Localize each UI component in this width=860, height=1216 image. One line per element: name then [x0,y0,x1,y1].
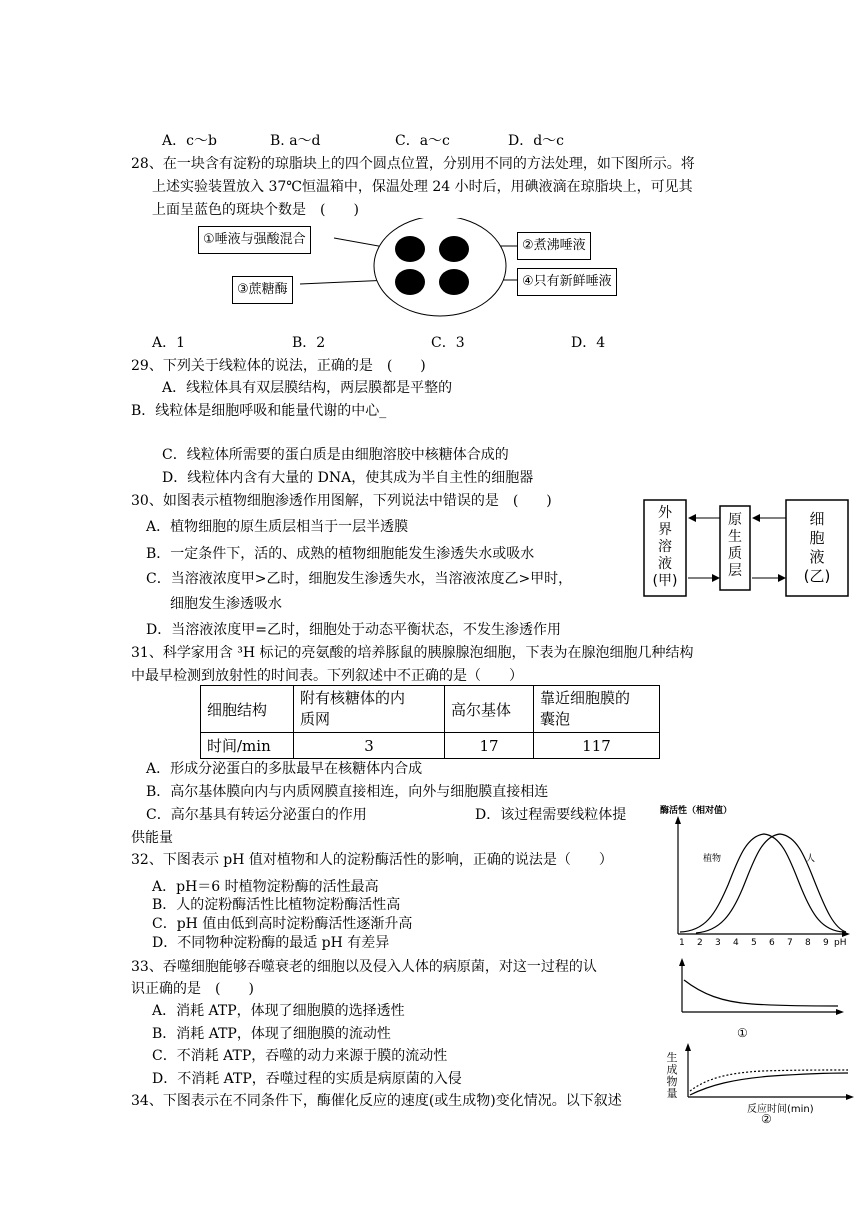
dot-1 [395,236,425,262]
q28-stem-line1: 28、在一块含有淀粉的琼脂块上的四个圆点位置，分别用不同的方法处理，如下图所示。将 [131,156,695,172]
q34-figure-2 [682,1043,858,1107]
q32-chart-xtick-9: 9 [823,938,829,948]
q31-option-b: B．高尔基体膜向内与内质网膜直接相连，向外与细胞膜直接相连 [146,784,549,800]
q32-chart-xtick-6: 6 [769,938,775,948]
q32-chart-xtick-8: 8 [805,938,811,948]
q30-cell-sap-label: 细 胞 液 (乙) [803,510,831,585]
q31-row-label: 时间/min [201,733,294,759]
q31-header-vesicle: 靠近细胞膜的 囊泡 [534,686,660,733]
q31-table [200,685,660,759]
q28-option-d: D．4 [571,335,606,351]
q32-option-b: B．人的淀粉酶活性比植物淀粉酶活性高 [152,897,401,913]
q31-cell-golgi: 17 [445,733,534,759]
q31-header-golgi: 高尔基体 [445,686,534,733]
q32-option-d: D．不同物种淀粉酶的最适 pH 有差异 [152,935,390,951]
q28-option-a: A．1 [152,335,186,351]
q28-stem-line2: 上述实验装置放入 37℃恒温箱中，保温处理 24 小时后，用碘液滴在琼脂块上，可见其 [152,179,693,195]
q33-option-b: B．消耗 ATP，体现了细胞膜的流动性 [152,1026,391,1042]
q32-chart-xtick-4: 4 [733,938,739,948]
q30-stem: 30、如图表示植物细胞渗透作用图解，下列说法中错误的是 ( ) [131,493,552,509]
q31-header-structure: 细胞结构 [201,686,294,733]
q33-option-c: C．不消耗 ATP，吞噬的动力来源于膜的流动性 [152,1048,448,1064]
q31-stem-line2: 中最早检测到放射性的时间表。下列叙述中不正确的是（ ） [131,668,523,684]
fig1-curve [684,980,838,1006]
q32-enzyme-ph-chart [660,800,856,956]
q30-outer-solution-label: 外 界 溶 液 (甲) [652,505,678,589]
q32-chart-xtick-3: 3 [715,938,721,948]
q31-option-d-line2: 供能量 [131,830,173,846]
q32-chart-xtick-5: 5 [751,938,757,948]
q33-stem-line1: 33、吞噬细胞能够吞噬衰老的细胞以及侵入人体的病原菌，对这一过程的认 [131,959,597,975]
q32-stem: 32、下图表示 pH 值对植物和人的淀粉酶活性的影响，正确的说法是（ ） [131,852,613,868]
q32-chart-xtick-7: 7 [787,938,793,948]
q30-option-d: D．当溶液浓度甲=乙时，细胞处于动态平衡状态，不发生渗透作用 [146,622,561,638]
q29-stem: 29、下列关于线粒体的说法，正确的是 ( ) [131,358,426,374]
q31-stem-line1: 31、科学家用含 ³H 标记的亮氨酸的培养豚鼠的胰腺腺泡细胞，下表为在腺泡细胞几种结构 [131,645,694,661]
q31-option-a: A．形成分泌蛋白的多肽最早在核糖体内合成 [146,761,423,777]
agar-block [374,218,506,316]
q27-option-d: D．d～c [508,133,565,149]
dot-3 [395,269,425,295]
q30-protoplasm-layer-label: 原 生 质 层 [728,512,742,579]
q31-option-d-line1: D．该过程需要线粒体提 [475,807,627,823]
plant-curve [680,834,844,932]
q32-option-a: A．pH＝6 时植物淀粉酶的活性最高 [152,879,379,895]
q32-chart-ylabel: 酶活性（相对值） [660,806,733,816]
q32-chart-human-label: 人 [806,854,816,864]
q28-option-b: B．2 [292,335,326,351]
q32-chart-xtick-1: 1 [679,938,685,948]
q28-label-3: ③蔗糖酶 [232,276,293,304]
q28-option-c: C．3 [431,335,465,351]
q27-option-b: B. a～d [270,133,321,149]
q27-option-a: A．c～b [162,133,217,149]
q34-figure-2-ylabel: 生 成 物 量 [666,1051,678,1100]
q34-stem: 34、下图表示在不同条件下，酶催化反应的速度(或生成物)变化情况。以下叙述 [131,1093,622,1109]
q29-option-c: C．线粒体所需要的蛋白质是由细胞溶胶中核糖体合成的 [162,447,509,463]
q34-figure-2-xlabel: 反应时间(min) [747,1104,814,1115]
q32-chart-xunit: pH [834,938,847,948]
q30-option-c-line1: C．当溶液浓度甲>乙时，细胞发生渗透失水，当溶液浓度乙>甲时， [146,571,573,587]
q28-stem-line3: 上面呈蓝色的斑块个数是 ( ) [152,202,359,218]
q34-figure-1-label: ① [737,1026,748,1040]
q30-option-a: A．植物细胞的原生质层相当于一层半透膜 [146,519,409,535]
human-curve [696,834,846,933]
q31-header-er: 附有核糖体的内 质网 [294,686,445,733]
q28-label-1: ①唾液与强酸混合 [198,226,311,254]
q32-chart-plant-label: 植物 [703,854,722,864]
q29-option-b: B．线粒体是细胞呼吸和能量代谢的中心_ [131,403,387,419]
q29-option-d: D．线粒体内含有大量的 DNA，使其成为半自主性的细胞器 [162,470,534,486]
dot-4 [439,269,469,295]
q29-option-a: A．线粒体具有双层膜结构，两层膜都是平整的 [162,380,453,396]
q34-figure-1 [672,958,848,1020]
q33-option-a: A．消耗 ATP，体现了细胞膜的选择透性 [152,1003,405,1019]
q27-option-c: C．a～c [395,133,450,149]
q34-figure-2-label: ② [761,1112,772,1126]
q33-option-d: D．不消耗 ATP，吞噬过程的实质是病原菌的入侵 [152,1071,462,1087]
q32-option-c: C．pH 值由低到高时淀粉酶活性逐渐升高 [152,916,413,932]
fig2-solid-curve [690,1073,848,1095]
q31-cell-er: 3 [294,733,445,759]
q30-option-b: B．一定条件下，活的、成熟的植物细胞能发生渗透失水或吸水 [146,546,535,562]
q33-stem-line2: 识正确的是 ( ) [131,981,254,997]
q30-option-c-line2: 细胞发生渗透吸水 [170,596,282,612]
q31-option-c: C．高尔基具有转运分泌蛋白的作用 [146,807,367,823]
q28-label-2: ②煮沸唾液 [517,232,591,260]
q28-label-4: ④只有新鲜唾液 [517,268,617,296]
dot-2 [439,236,469,262]
q32-chart-xtick-2: 2 [697,938,703,948]
q31-cell-vesicle: 117 [534,733,660,759]
